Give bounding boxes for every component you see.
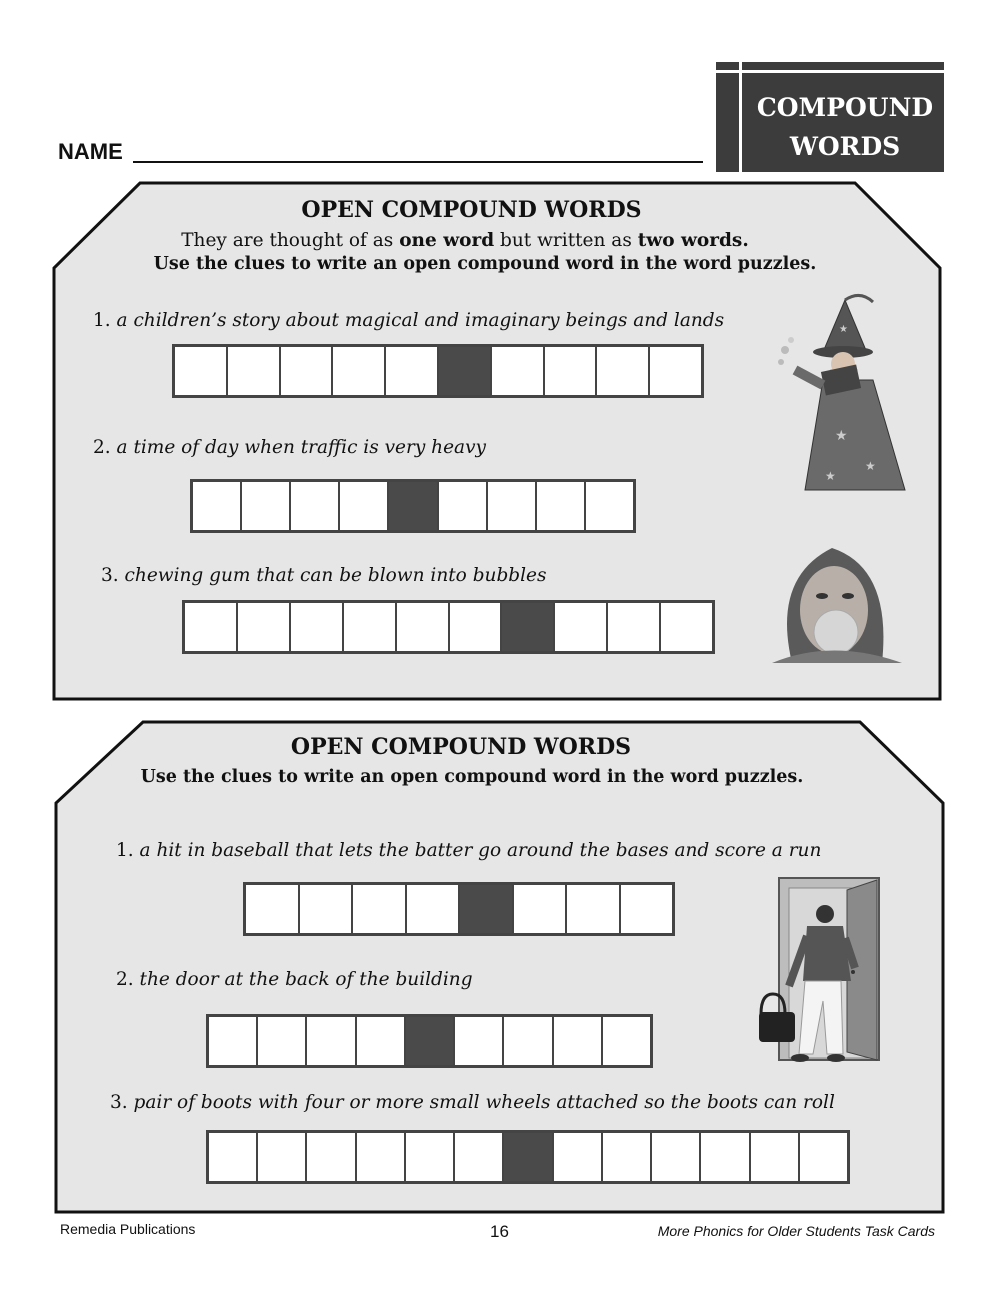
clue-text: chewing gum that can be blown into bubbles bbox=[118, 565, 547, 586]
letter-cell[interactable] bbox=[258, 1017, 307, 1065]
letter-cell[interactable] bbox=[353, 885, 407, 933]
letter-cell[interactable] bbox=[300, 885, 354, 933]
letter-cell[interactable] bbox=[340, 482, 389, 530]
letter-cell[interactable] bbox=[175, 347, 228, 395]
letter-cell[interactable] bbox=[397, 603, 450, 651]
card2-clue-2 bbox=[116, 969, 473, 990]
letter-cell[interactable] bbox=[537, 482, 586, 530]
word-space-cell bbox=[502, 603, 555, 651]
letter-cell[interactable] bbox=[555, 603, 608, 651]
clue-text: a time of day when traffic is very heavy bbox=[110, 437, 486, 458]
word-space-cell bbox=[389, 482, 438, 530]
svg-text:★: ★ bbox=[865, 459, 876, 473]
word-puzzle-2-3[interactable] bbox=[206, 1130, 850, 1184]
letter-cell[interactable] bbox=[357, 1133, 406, 1181]
clue-number: 3. bbox=[110, 1092, 128, 1113]
card1-intro-text1: They are thought of as bbox=[181, 230, 400, 251]
letter-cell[interactable] bbox=[406, 1133, 455, 1181]
letter-cell[interactable] bbox=[439, 482, 488, 530]
letter-cell[interactable] bbox=[333, 347, 386, 395]
letter-cell[interactable] bbox=[488, 482, 537, 530]
word-space-cell bbox=[460, 885, 514, 933]
footer-book-title: More Phonics for Older Students Task Cards bbox=[657, 1223, 935, 1239]
letter-cell[interactable] bbox=[608, 603, 661, 651]
svg-text:★: ★ bbox=[839, 324, 848, 335]
letter-cell[interactable] bbox=[652, 1133, 701, 1181]
letter-cell[interactable] bbox=[291, 482, 340, 530]
card1-intro-bold1: one word bbox=[399, 230, 495, 251]
letter-cell[interactable] bbox=[407, 885, 461, 933]
card1-intro-bold2: two words. bbox=[637, 230, 749, 251]
letter-cell[interactable] bbox=[701, 1133, 750, 1181]
letter-cell[interactable] bbox=[450, 603, 503, 651]
word-puzzle-2-2[interactable] bbox=[206, 1014, 653, 1068]
word-space-cell bbox=[439, 347, 492, 395]
letter-cell[interactable] bbox=[455, 1133, 504, 1181]
letter-cell[interactable] bbox=[209, 1017, 258, 1065]
clue-text: pair of boots with four or more small wheels attached so the boots can roll bbox=[127, 1092, 835, 1113]
page-title-line1: COMPOUND bbox=[756, 93, 934, 122]
svg-text:★: ★ bbox=[835, 428, 848, 444]
clue-text: a children’s story about magical and imaginary beings and lands bbox=[110, 310, 725, 331]
letter-cell[interactable] bbox=[800, 1133, 847, 1181]
letter-cell[interactable] bbox=[357, 1017, 406, 1065]
card1-instruction: Use the clues to write an open compound word in the word puzzles. bbox=[153, 254, 817, 274]
letter-cell[interactable] bbox=[504, 1017, 553, 1065]
name-label: NAME bbox=[58, 139, 123, 164]
card2-clue-1 bbox=[116, 840, 821, 861]
man-at-door-illustration bbox=[755, 876, 885, 1076]
letter-cell[interactable] bbox=[621, 885, 673, 933]
letter-cell[interactable] bbox=[228, 347, 281, 395]
clue-number: 2. bbox=[93, 437, 111, 458]
page-number: 16 bbox=[490, 1222, 509, 1241]
letter-cell[interactable] bbox=[291, 603, 344, 651]
letter-cell[interactable] bbox=[650, 347, 701, 395]
letter-cell[interactable] bbox=[751, 1133, 800, 1181]
word-space-cell bbox=[504, 1133, 553, 1181]
letter-cell[interactable] bbox=[307, 1017, 356, 1065]
word-puzzle-1-3[interactable] bbox=[182, 600, 715, 654]
clue-text: a hit in baseball that lets the batter go around the bases and score a run bbox=[133, 840, 822, 861]
clue-number: 3. bbox=[101, 565, 119, 586]
letter-cell[interactable] bbox=[514, 885, 568, 933]
footer-publisher: Remedia Publications bbox=[60, 1221, 196, 1237]
page-title-line2: WORDS bbox=[789, 132, 901, 161]
letter-cell[interactable] bbox=[554, 1017, 603, 1065]
svg-text:★: ★ bbox=[825, 469, 836, 483]
letter-cell[interactable] bbox=[545, 347, 598, 395]
letter-cell[interactable] bbox=[242, 482, 291, 530]
letter-cell[interactable] bbox=[185, 603, 238, 651]
card2-clue-3 bbox=[110, 1092, 835, 1113]
card2-heading: OPEN COMPOUND WORDS bbox=[290, 734, 632, 760]
clue-number: 1. bbox=[93, 310, 111, 331]
clue-text: the door at the back of the building bbox=[133, 969, 473, 990]
word-puzzle-1-1[interactable] bbox=[172, 344, 704, 398]
wizard-illustration bbox=[765, 290, 925, 500]
letter-cell[interactable] bbox=[307, 1133, 356, 1181]
card1-clue-3 bbox=[101, 565, 547, 586]
letter-cell[interactable] bbox=[193, 482, 242, 530]
card1-clue-1 bbox=[93, 310, 724, 331]
clue-number: 1. bbox=[116, 840, 134, 861]
letter-cell[interactable] bbox=[603, 1133, 652, 1181]
letter-cell[interactable] bbox=[238, 603, 291, 651]
letter-cell[interactable] bbox=[603, 1017, 650, 1065]
bubble-gum-photo bbox=[752, 538, 912, 663]
clue-number: 2. bbox=[116, 969, 134, 990]
card1-intro bbox=[100, 230, 830, 251]
word-space-cell bbox=[406, 1017, 455, 1065]
card1-intro-text2: but written as bbox=[494, 230, 638, 251]
letter-cell[interactable] bbox=[554, 1133, 603, 1181]
letter-cell[interactable] bbox=[209, 1133, 258, 1181]
letter-cell[interactable] bbox=[258, 1133, 307, 1181]
word-puzzle-1-2[interactable] bbox=[190, 479, 636, 533]
letter-cell[interactable] bbox=[281, 347, 334, 395]
letter-cell[interactable] bbox=[492, 347, 545, 395]
letter-cell[interactable] bbox=[246, 885, 300, 933]
card1-clue-2 bbox=[93, 437, 486, 458]
letter-cell[interactable] bbox=[386, 347, 439, 395]
word-puzzle-2-1[interactable] bbox=[243, 882, 675, 936]
card1-heading: OPEN COMPOUND WORDS bbox=[301, 197, 642, 223]
letter-cell[interactable] bbox=[586, 482, 633, 530]
letter-cell[interactable] bbox=[344, 603, 397, 651]
letter-cell[interactable] bbox=[455, 1017, 504, 1065]
letter-cell[interactable] bbox=[661, 603, 712, 651]
letter-cell[interactable] bbox=[567, 885, 621, 933]
card2-instruction: Use the clues to write an open compound word in the word puzzles. bbox=[140, 767, 804, 787]
letter-cell[interactable] bbox=[597, 347, 650, 395]
